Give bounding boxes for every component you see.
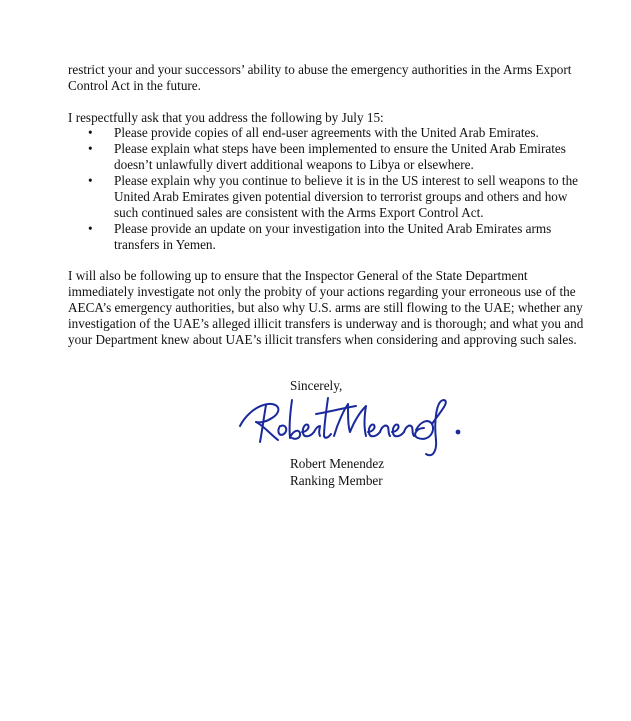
intro-paragraph: restrict your and your successors’ ability to abuse the emergency authorities in the Arms Export Control Act in the future. [68, 62, 572, 93]
signature-image [236, 392, 468, 462]
request-intro: I respectfully ask that you address the following by July 15: [68, 110, 384, 125]
signer-title: Ranking Member [290, 473, 383, 488]
list-item: • Please explain why you continue to believe it is in the US interest to sell weapons to the United Arab Emirates given potential diversion to terrorist groups and others and how such continued sales are consistent with the Arms Export Control Act. [68, 173, 593, 221]
followup-paragraph: I will also be following up to ensure that the Inspector General of the State Department immediately investigate not only the probity of your actions regarding your erroneous use of the AECA’s emergency authorities, but also why U.S. arms are still flowing to the UAE; whether any investigation of the UAE’s alleged illicit transfers is underway and is thorough; and what you and your Department knew about UAE’s illicit transfers when considering and approving such sales. [68, 268, 584, 347]
list-item: • Please provide an update on your investigation into the United Arab Emirates arms transfers in Yemen. [68, 221, 593, 253]
signer-name: Robert Menendez [290, 456, 385, 471]
closing: Sincerely, [290, 378, 343, 393]
list-item: • Please provide copies of all end-user agreements with the United Arab Emirates. [68, 125, 593, 141]
list-item: • Please explain what steps have been implemented to ensure the United Arab Emirates doesn’t unlawfully divert additional weapons to Libya or elsewhere. [68, 141, 593, 173]
request-list [68, 125, 593, 253]
